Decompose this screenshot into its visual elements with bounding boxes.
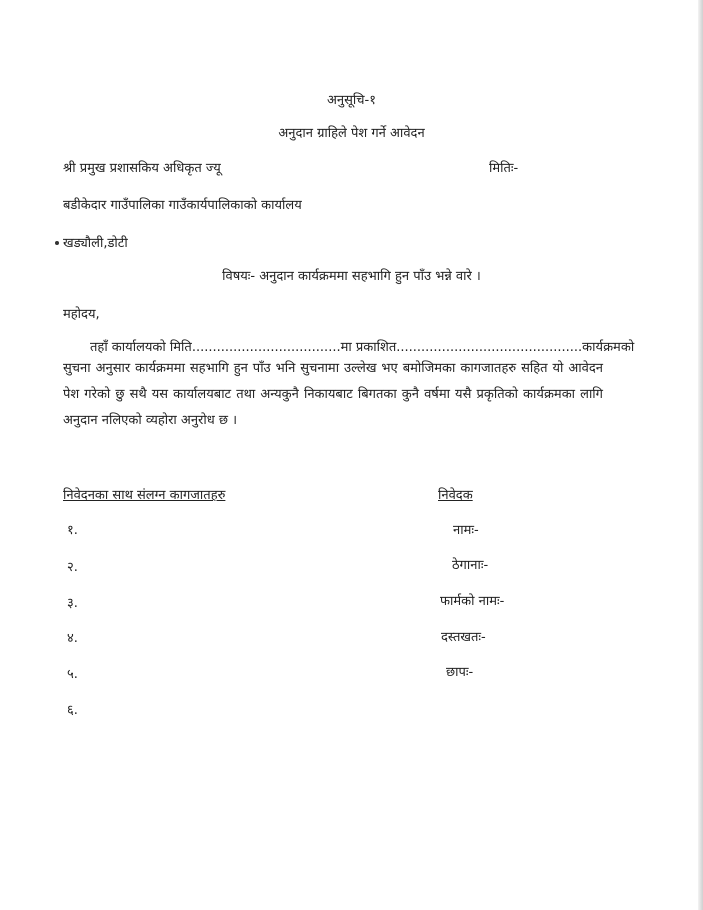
location-line: खड्यौली,डोटी [63, 236, 128, 251]
body-paragraph: सुचना अनुसार कार्यक्रममा सहभागि हुन पाँउ भनि सुचनामा उल्लेख भए बमोजिमका कागजातहरु सहित यो आवेदन पेश गरेको छु सथै यस कार्यालयबाट तथा अन्यकुनै निकायबाट बिगतका कुनै वर्षमा यसै प्रकृतिको कार्यक्रमका लागि अनुदान नलिएको व्यहोरा अनुरोध छ । [63, 361, 603, 428]
attachment-item-3: ३. [67, 596, 78, 611]
attachment-item-5: ५. [67, 667, 78, 682]
attachment-item-2: २. [67, 560, 78, 575]
applicant-farm-name-label: फार्मको नामः- [440, 594, 505, 609]
date-label: मितिः- [489, 161, 519, 176]
form-subtitle: अनुदान ग्राहिले पेश गर्ने आवेदन [278, 126, 425, 141]
subject-line: विषयः- अनुदान कार्यक्रममा सहभागि हुन पाँउ भन्ने वारे । [222, 269, 481, 284]
attachment-item-6: ६. [67, 703, 78, 718]
office-line: बडीकेदार गाउँपालिका गाउँकार्यपालिकाको कार्यालय [63, 198, 302, 213]
applicant-signature-label: दस्तखतः- [441, 630, 486, 645]
applicant-heading: निवेदक [438, 488, 473, 503]
salutation: महोदय, [63, 307, 100, 322]
recipient-line: श्री प्रमुख प्रशासकिय अधिकृत ज्यू [63, 161, 221, 176]
scan-edge-shadow [698, 0, 703, 910]
attachment-item-1: १. [67, 523, 78, 538]
form-title: अनुसूचि-१ [326, 93, 376, 108]
bullet-mark [55, 241, 59, 245]
body-first-line: तहाँ कार्यालयको मिति....................................मा प्रकाशित.............................................कार्यक्रमको [90, 340, 635, 355]
applicant-name-label: नामः- [453, 523, 479, 538]
attachments-heading: निवेदनका साथ संलग्न कागजातहरु [63, 488, 226, 503]
attachment-item-4: ४. [67, 631, 78, 646]
applicant-address-label: ठेगानाः- [452, 558, 489, 573]
applicant-stamp-label: छापः- [446, 665, 474, 680]
